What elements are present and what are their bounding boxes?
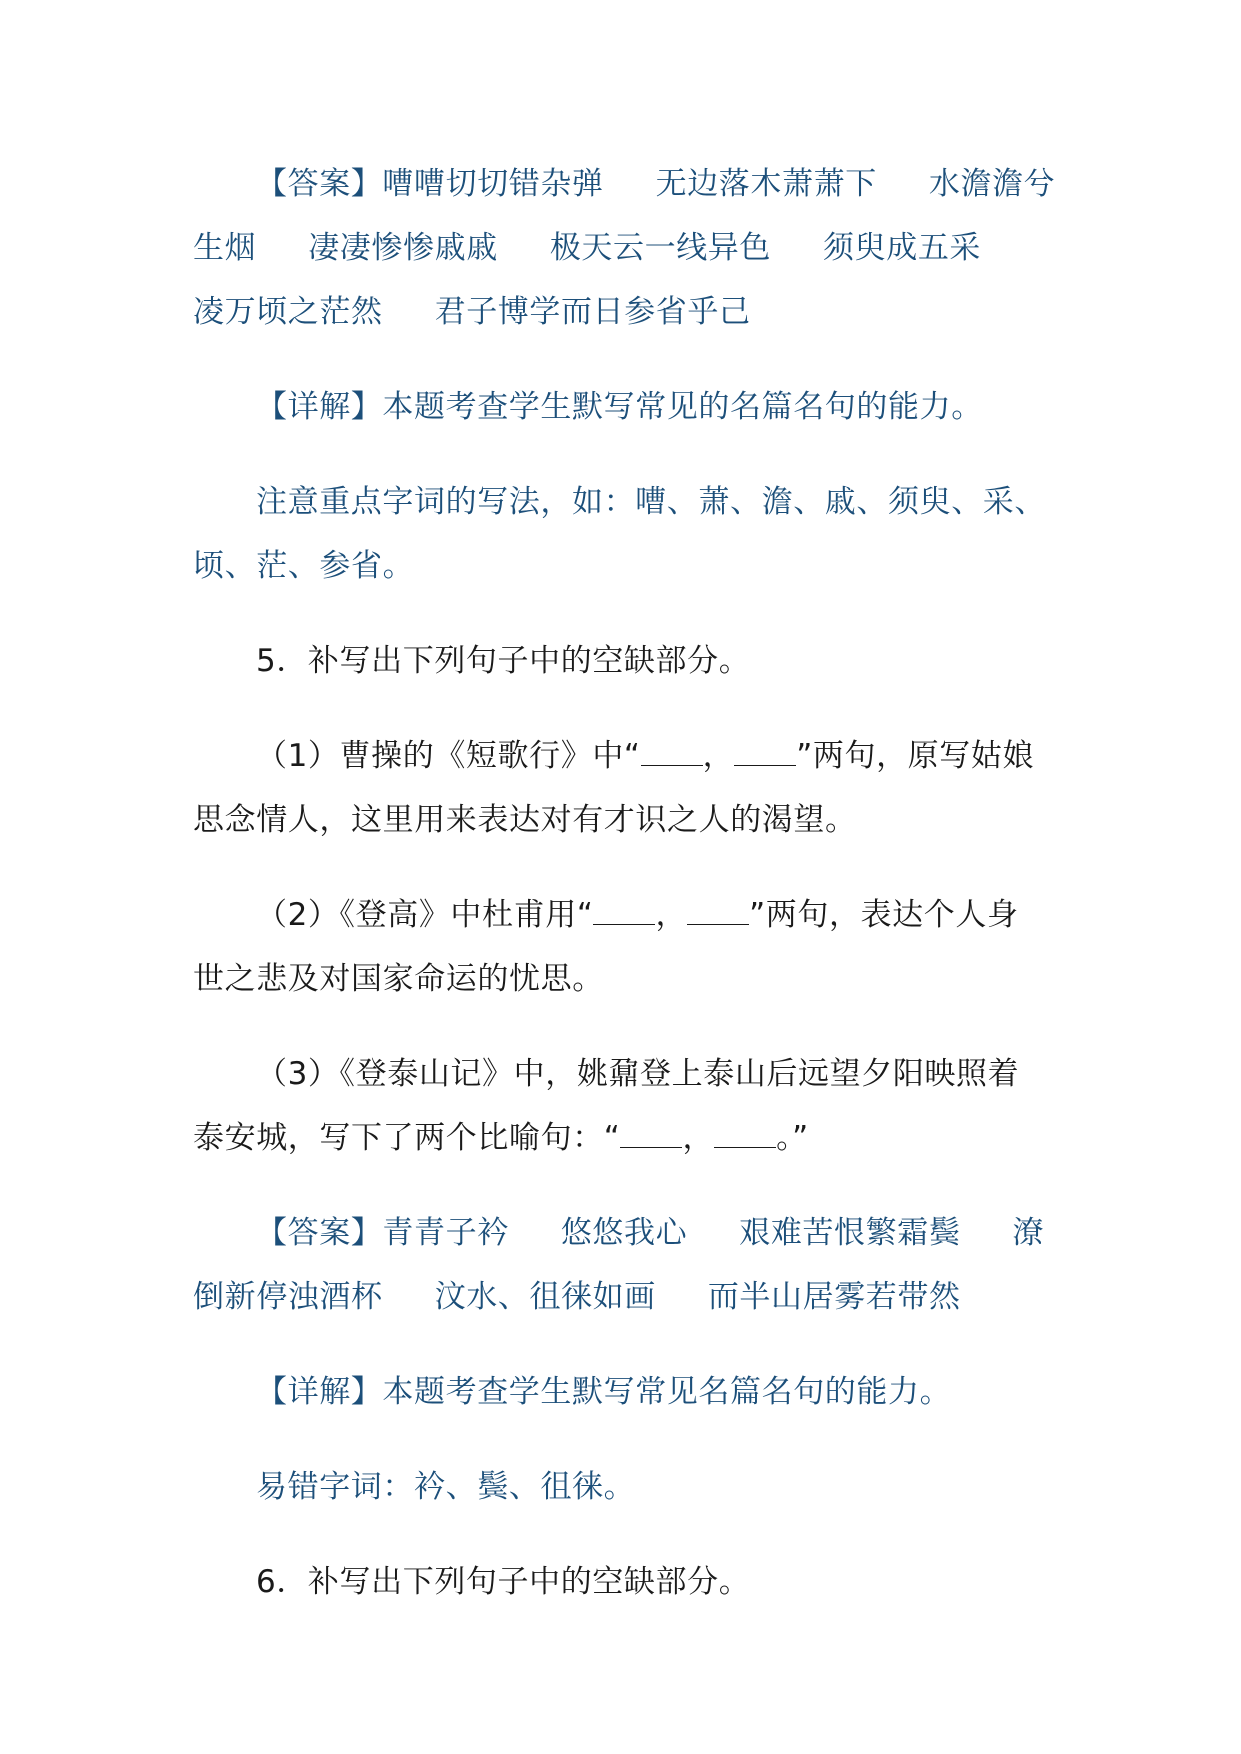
answer-item: 艰难苦恨繁霜鬓 bbox=[739, 1215, 961, 1251]
question-text: ， bbox=[682, 1120, 715, 1156]
blank-field bbox=[734, 735, 796, 766]
answer-item: 潦 bbox=[1012, 1215, 1045, 1251]
question-5-item-1 bbox=[256, 734, 1034, 778]
detail-text: 本题考查学生默写常见名篇名句的能力。 bbox=[382, 1374, 952, 1410]
answer-item: 须臾成五采 bbox=[823, 230, 982, 266]
question-5-item-2 bbox=[256, 893, 1019, 937]
detail-text: 本题考查学生默写常见的名篇名句的能力。 bbox=[382, 389, 983, 425]
question-5-item-3: （3）《登泰山记》中，姚鼐登上泰山后远望夕阳映照着 bbox=[256, 1056, 1020, 1092]
detail-4-note-line-1: 注意重点字词的写法，如：嘈、萧、澹、戚、须臾、采、 bbox=[256, 484, 1046, 520]
answer-item: 凄凄惨惨戚戚 bbox=[308, 230, 498, 266]
blank-field bbox=[593, 894, 655, 925]
question-text: 泰安城，写下了两个比喻句：“ bbox=[193, 1120, 621, 1156]
detail-5 bbox=[256, 1370, 951, 1414]
answer-item: 生烟 bbox=[193, 230, 257, 266]
answer-5-line-1 bbox=[256, 1211, 1044, 1255]
answer-4-line-1 bbox=[256, 162, 1055, 206]
answer-4-line-3 bbox=[193, 290, 751, 334]
blank-field bbox=[620, 1117, 682, 1148]
question-5-item-2-line-2: 世之悲及对国家命运的忧思。 bbox=[193, 961, 604, 997]
detail-4 bbox=[256, 385, 983, 429]
question-text: （1）曹操的《短歌行》中“ bbox=[256, 738, 641, 774]
blank-field bbox=[687, 894, 749, 925]
detail-5-note: 易错字词：衿、鬓、徂徕。 bbox=[256, 1469, 636, 1505]
question-text: ”两句，原写姑娘 bbox=[796, 738, 1035, 774]
question-6-heading: 6．补写出下列句子中的空缺部分。 bbox=[256, 1564, 751, 1600]
question-text: ， bbox=[655, 897, 688, 933]
answer-item: 水澹澹兮 bbox=[928, 166, 1056, 202]
answer-item: 君子博学而日参省乎己 bbox=[434, 294, 751, 330]
answer-item: 极天云一线异色 bbox=[549, 230, 772, 266]
question-5-item-3-line-2 bbox=[193, 1116, 809, 1160]
answer-item: 凌万顷之茫然 bbox=[193, 294, 383, 330]
answer-item: 悠悠我心 bbox=[560, 1215, 688, 1251]
answer-label: 【答案】 bbox=[256, 166, 383, 202]
answer-4-line-2 bbox=[193, 226, 981, 270]
question-5-item-1-line-2: 思念情人，这里用来表达对有才识之人的渴望。 bbox=[193, 802, 857, 838]
answer-item: 汶水、徂徕如画 bbox=[434, 1279, 656, 1315]
blank-field bbox=[641, 735, 703, 766]
question-text: 。” bbox=[776, 1120, 809, 1156]
answer-5-line-2 bbox=[193, 1275, 961, 1319]
answer-item: 倒新停浊酒杯 bbox=[193, 1279, 383, 1315]
answer-item: 无边落木萧萧下 bbox=[655, 166, 877, 202]
detail-label: 【详解】 bbox=[256, 1374, 383, 1410]
question-5-heading: 5．补写出下列句子中的空缺部分。 bbox=[256, 643, 751, 679]
answer-item: 而半山居雾若带然 bbox=[707, 1279, 961, 1315]
answer-label: 【答案】 bbox=[256, 1215, 383, 1251]
answer-item: 嘈嘈切切错杂弹 bbox=[382, 166, 604, 202]
question-text: ”两句，表达个人身 bbox=[749, 897, 1019, 933]
answer-item: 青青子衿 bbox=[382, 1215, 509, 1251]
question-text: ， bbox=[702, 738, 735, 774]
detail-4-note-line-2: 顷、茫、参省。 bbox=[193, 548, 415, 584]
detail-label: 【详解】 bbox=[256, 389, 383, 425]
question-text: （2）《登高》中杜甫用“ bbox=[256, 897, 594, 933]
blank-field bbox=[714, 1117, 776, 1148]
